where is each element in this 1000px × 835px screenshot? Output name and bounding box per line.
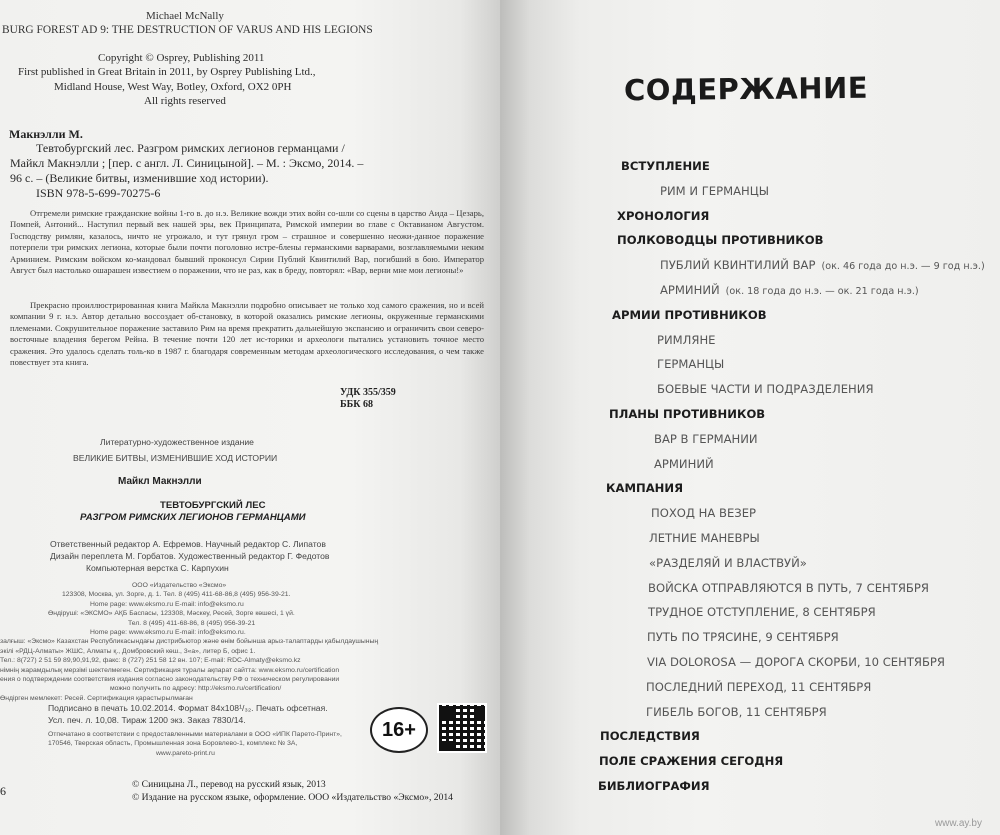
author-en: Michael McNally [146, 10, 224, 22]
printer-line: www.pareto-print.ru [156, 749, 215, 757]
publisher-line: ения о подтверждении соответствия издания согласно законодательству РФ о техническом регулировании [0, 676, 340, 684]
toc-section [646, 680, 871, 694]
series-label: ВЕЛИКИЕ БИТВЫ, ИЗМЕНИВШИЕ ХОД ИСТОРИИ [73, 453, 278, 463]
qr-code-icon [437, 703, 487, 753]
toc-item-label: ПОСЛЕДНИЙ ПЕРЕХОД, 11 СЕНТЯБРЯ [646, 679, 872, 694]
toc-item-label: ВСТУПЛЕНИЕ [621, 159, 710, 173]
printer-block [48, 730, 342, 758]
toc-chapter [617, 233, 823, 247]
toc-item-label: АРМИНИЙ [660, 283, 720, 297]
credit-line: Компьютерная верстка С. Карпухин [86, 563, 229, 573]
print-block [48, 702, 328, 726]
catalog-line: Тевтобургский лес. Разгром римских легионов германцами / [36, 141, 345, 155]
publisher-line: німнің жарамдылық мерзімі шектелмеген. Сертификация туралы ақпарат сайтта: www.eksmo.ru/certification [0, 666, 340, 674]
toc-item-label: ПУТЬ ПО ТРЯСИНЕ, 9 СЕНТЯБРЯ [647, 630, 839, 645]
page-number: 6 [0, 784, 6, 798]
toc-chapter [617, 209, 709, 223]
author-ru: Майкл Макнэлли [118, 476, 202, 487]
publisher-line: экілі «РДЦ-Алматы» ЖШС, Алматы қ., Домбровский көш., 3«а», литер Б, офис 1. [0, 647, 256, 655]
toc-item-dates: (ок. 46 года до н.э. — 9 год н.э.) [821, 261, 985, 273]
toc-item-label: VIA DOLOROSA — ДОРОГА СКОРБИ, 10 СЕНТЯБРЯ [647, 655, 945, 669]
toc-item-label: ГИБЕЛЬ БОГОВ, 11 СЕНТЯБРЯ [646, 704, 827, 719]
toc-item-label: ВОЙСКА ОТПРАВЛЯЮТСЯ В ПУТЬ, 7 СЕНТЯБРЯ [648, 580, 929, 595]
toc-item-dates: (ок. 18 года до н.э. — ок. 21 года н.э.) [725, 286, 919, 297]
toc-chapter [599, 754, 783, 768]
toc-chapter [598, 779, 710, 793]
toc-item-label: ПУБЛИЙ КВИНТИЛИЙ ВАР [660, 258, 816, 273]
toc-chapter [609, 407, 765, 421]
publisher-line: 123308, Москва, ул. Зорге, д. 1. Тел. 8 (495) 411-68-86,8 (495) 956-39-21. [62, 591, 291, 599]
footer-line: © Издание на русском языке, оформление. ООО «Издательство «Эксмо», 2014 [132, 791, 453, 803]
copyright-line: All rights reserved [144, 95, 226, 108]
publisher-line: Home page: www.eksmo.ru E-mail: info@eksmo.ru. [90, 629, 246, 637]
toc-section [649, 531, 760, 545]
toc-chapter [612, 308, 767, 322]
toc-item-label: ПЛАНЫ ПРОТИВНИКОВ [609, 407, 766, 421]
toc-section [657, 333, 715, 347]
catalog-author: Макнэлли М. [9, 127, 83, 141]
toc-item-label: ВАР В ГЕРМАНИИ [654, 431, 758, 446]
genre-label: Литературно-художественное издание [100, 437, 254, 447]
toc-section [660, 258, 985, 272]
toc-section [649, 556, 807, 570]
toc-section [648, 581, 929, 595]
publisher-line: ООО «Издательство «Эксмо» [132, 582, 227, 589]
toc-item-label: КАМПАНИЯ [606, 481, 683, 496]
toc-item-label: БИБЛИОГРАФИЯ [598, 779, 710, 793]
toc-section [654, 432, 758, 446]
udk-code: УДК 355/359 [340, 387, 396, 398]
publisher-block [0, 581, 378, 703]
copyright-line: First published in Great Britain in 2011, by Osprey Publishing Ltd., [18, 66, 316, 79]
toc-chapter [606, 481, 683, 495]
toc-item-label: «РАЗДЕЛЯЙ И ВЛАСТВУЙ» [649, 555, 807, 570]
toc-chapter [621, 159, 710, 173]
toc-item-label: ГЕРМАНЦЫ [657, 357, 725, 372]
bbk-code: ББК 68 [340, 399, 373, 410]
print-line: Усл. печ. л. 10,08. Тираж 1200 экз. Заказ 7830/14. [48, 715, 246, 725]
copyright-line: Midland House, West Way, Botley, Oxford, OX2 0PH [54, 80, 292, 93]
publisher-line: залғыш: «Эксмо» Казахстан Республикасындағы дистрибьютор және өнім бойынша арыз-талаптарды қабылдаушының [0, 638, 379, 646]
contents-title: СОДЕРЖАНИЕ [623, 70, 869, 108]
age-rating-badge: 16+ [370, 707, 428, 753]
toc-item-label: ТРУДНОЕ ОТСТУПЛЕНИЕ, 8 СЕНТЯБРЯ [648, 605, 876, 620]
toc-section [657, 382, 874, 396]
subtitle-ru: РАЗГРОМ РИМСКИХ ЛЕГИОНОВ ГЕРМАНЦАМИ [80, 512, 306, 523]
catalog-line: Майкл Макнэлли ; [пер. с англ. Л. Синицыной]. – М. : Эксмо, 2014. – [10, 156, 364, 170]
credit-line: Ответственный редактор А. Ефремов. Научный редактор С. Липатов [50, 539, 326, 549]
toc-item-label: ПОЛКОВОДЦЫ ПРОТИВНИКОВ [617, 233, 824, 248]
toc-item-label: АРМИИ ПРОТИВНИКОВ [612, 307, 767, 322]
toc-item-label: АРМИНИЙ [654, 456, 714, 471]
publisher-line: Өндіруші: «ЭКСМО» АҚБ Баспасы, 123308, Мәскеу, Ресей, Зорге көшесі, 1 үй. [48, 610, 295, 618]
toc-section [651, 506, 756, 520]
publisher-line: Home page: www.eksmo.ru E-mail: info@eksmo.ru [90, 600, 244, 608]
annotation-paragraph: Отгремели римские гражданские войны 1-го в. до н.э. Великие вожди этих войн со-шли со сцены в царство Аида – Цезарь, Помпей, Антоний... Наступил первый век нашей эры, век Принципата, Римской империи во главе с Октавианом Августом. Господству римлян, казалось, ничто не угрожало, и тут грянул гром – страшное и совершенно неожи-данное поражение потерпели три римских легиона, которые были почти поголовно истре-блены германскими варварами, возглавляемыми неким Арминием. Римским войском ко-мандовал бывший проконсул Сирии Публий Квинтилий Вар, погибший в бою. Император Август был настолько ошарашен известием о поражении, что не раз, как в бреду, повторял: «Вар, верни мне мои легионы!» [10, 208, 484, 276]
toc-item-label: РИМЛЯНЕ [657, 332, 716, 347]
toc-section [647, 655, 945, 669]
toc-chapter [600, 729, 700, 743]
toc-item-label: ПОЛЕ СРАЖЕНИЯ СЕГОДНЯ [599, 754, 784, 769]
copyright-line: Copyright © Osprey, Publishing 2011 [98, 52, 265, 64]
publisher-line: можно получить по адресу: http://eksmo.ru/certification/ [110, 685, 282, 693]
publisher-line: Тел.: 8(727) 2 51 59 89,90,91,92, факс: 8 (727) 251 58 12 вн. 107; E-mail: RDC-Almaty@eksmo.kz [0, 657, 301, 665]
toc-item-label: ПОСЛЕДСТВИЯ [600, 729, 700, 744]
toc-section [660, 184, 769, 198]
toc-section [646, 705, 827, 719]
toc-item-label: ЛЕТНИЕ МАНЕВРЫ [649, 531, 760, 545]
toc-section [657, 357, 724, 371]
contents-page [500, 0, 1000, 835]
copyright-block [18, 51, 488, 109]
catalog-line: 96 с. – (Великие битвы, изменившие ход истории). [10, 171, 269, 185]
toc-item-label: РИМ И ГЕРМАНЦЫ [660, 183, 769, 198]
printer-line: 170546, Тверская область, Промышленная зона Боровлево-1, комплекс № 3А, [48, 740, 298, 748]
publisher-line: Өндірген мемлекет: Ресей. Сертификация қарастырылмаған [0, 694, 193, 702]
title-en: BURG FOREST AD 9: THE DESTRUCTION OF VARUS AND HIS LEGIONS [2, 24, 373, 36]
printer-line: Отпечатано в соответствии с предоставленными материалами в ООО «ИПК Парето-Принт», [48, 731, 342, 738]
catalog-line: ISBN 978-5-699-70275-6 [36, 186, 161, 200]
toc-section [648, 605, 876, 619]
title-ru: ТЕВТОБУРГСКИЙ ЛЕС [160, 500, 266, 511]
toc-section [647, 630, 839, 644]
toc-section [654, 457, 714, 471]
annotation-paragraph: Прекрасно проиллюстрированная книга Майкла Макнэлли подробно описывает не только ход самого сражения, но и всей компании 9 г. н.э. Автор детально воссоздает об-становку, в которой оказались римские легионы, окруженные германскими племенами. Сокрушительное поражение заставило Рим на время прекратить дальнейшую экспансию и ограничить свои северо-восточные владения берегом Рейна. В течение почти 120 лет ис-торики и археологи пытались установить точное место сражения. Это удалось сделать толь-ко в 1987 г. благодаря современным методам археологического исследования, о чем также повествует эта книга. [10, 300, 484, 368]
publisher-line: Тел. 8 (495) 411-68-86, 8 (495) 956-39-21 [128, 619, 256, 627]
catalog-card [10, 141, 490, 201]
toc-item-label: БОЕВЫЕ ЧАСТИ И ПОДРАЗДЕЛЕНИЯ [657, 382, 874, 397]
toc-item-label: ПОХОД НА ВЕЗЕР [651, 506, 757, 521]
footer-line: © Синицына Л., перевод на русский язык, 2013 [132, 779, 326, 790]
footer-copyright [132, 779, 453, 804]
credit-line: Дизайн переплета М. Горбатов. Художественный редактор Г. Федотов [50, 551, 330, 561]
toc-section [660, 283, 919, 297]
credits-block [50, 538, 330, 574]
print-line: Подписано в печать 10.02.2014. Формат 84x108¹/₃₂. Печать офсетная. [48, 703, 328, 713]
toc-item-label: ХРОНОЛОГИЯ [617, 208, 710, 223]
watermark: www.ay.by [934, 818, 982, 829]
